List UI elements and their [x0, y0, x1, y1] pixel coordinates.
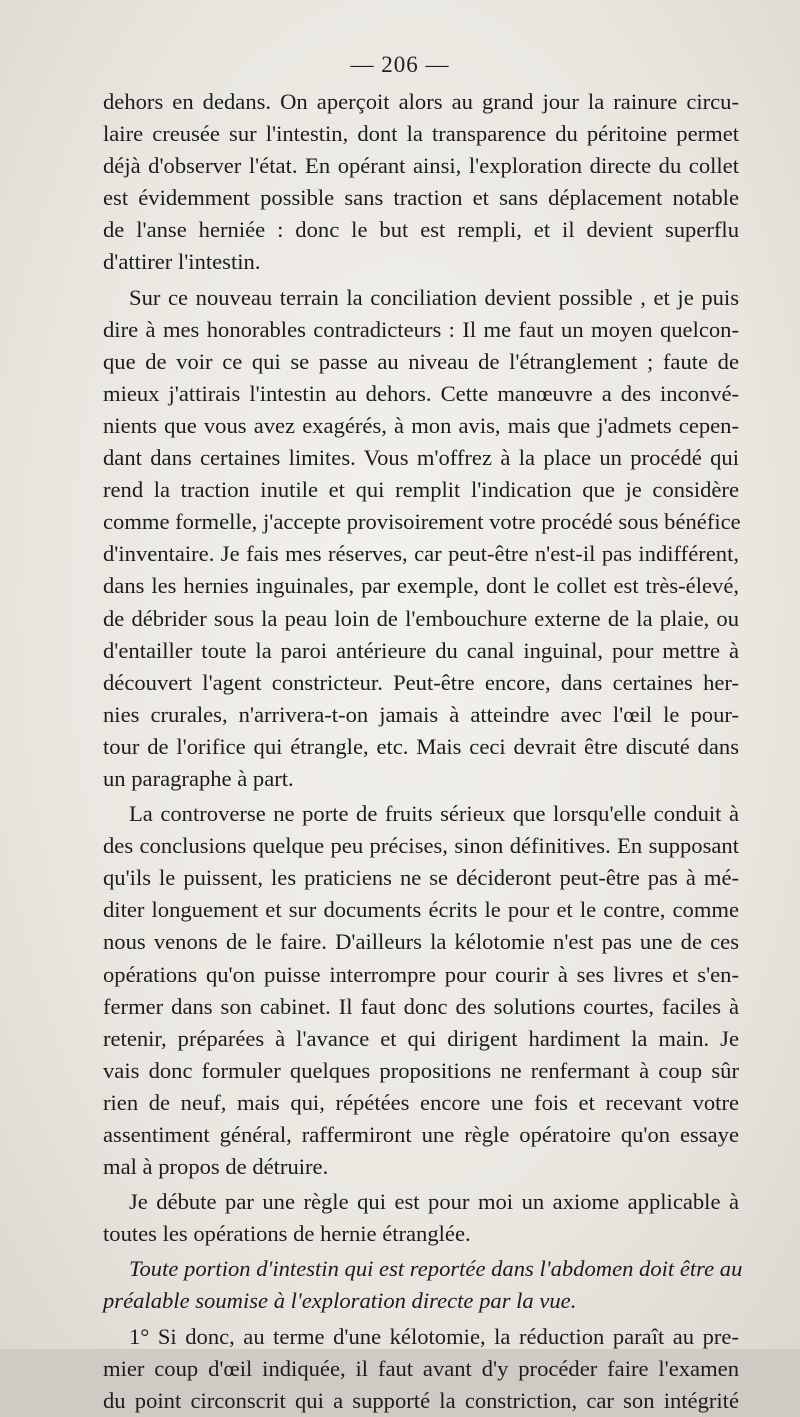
body-text [103, 86, 743, 1417]
paragraph [103, 282, 739, 796]
paragraph [103, 86, 739, 279]
text-line: comme formelle, j'accepte provisoirement votre procédé sous bénéfice [103, 509, 741, 535]
text-line: mier coup d'œil indiquée, il faut avant d'y procéder faire l'examen [103, 1355, 739, 1381]
text-line: rend la traction inutile et qui remplit l'indication que je considère [103, 477, 739, 503]
text-line: d'attirer l'intestin. [103, 249, 261, 275]
text-line: opérations qu'on puisse interrompre pour courir à ses livres et s'en- [103, 961, 739, 987]
text-line: mal à propos de détruire. [103, 1154, 329, 1180]
text-line: toutes les opérations de hernie étranglée. [103, 1221, 471, 1247]
text-line: du point circonscrit qui a supporté la constriction, car son intégrité [103, 1387, 739, 1413]
text-line: vais donc formuler quelques propositions ne renfermant à coup sûr [103, 1057, 739, 1083]
text-line: 1° Si donc, au terme d'une kélotomie, la réduction paraît au pre- [129, 1323, 739, 1349]
text-line: que de voir ce qui se passe au niveau de l'étranglement ; faute de [103, 348, 739, 374]
text-line: est évidemment possible sans traction et sans déplacement notable [103, 185, 739, 211]
axiom-paragraph [103, 1253, 743, 1317]
text-line: de débrider sous la peau loin de l'embouchure externe de la plaie, ou [103, 605, 739, 631]
text-line: des conclusions quelque peu précises, sinon définitives. En supposant [103, 833, 739, 859]
paragraph [103, 798, 739, 1183]
text-line: rien de neuf, mais qui, répétées encore une fois et recevant votre [103, 1089, 739, 1115]
text-line: laire creusée sur l'intestin, dont la transparence du péritoine permet [103, 121, 739, 147]
text-line: Je débute par une règle qui est pour moi un axiome applicable à [129, 1189, 739, 1215]
text-line: dant dans certaines limites. Vous m'offrez à la place un procédé qui [103, 445, 739, 471]
text-line: d'inventaire. Je fais mes réserves, car peut-être n'est-il pas indifférent, [103, 541, 739, 567]
text-line: nients que vous avez exagérés, à mon avis, mais que j'admets cepen- [103, 412, 739, 438]
text-line: qu'ils le puissent, les praticiens ne se décideront peut-être pas à mé- [103, 865, 739, 891]
text-line: préalable soumise à l'exploration directe par la vue. [103, 1288, 577, 1314]
paragraph [103, 1186, 739, 1250]
text-line: fermer dans son cabinet. Il faut donc des solutions courtes, faciles à [103, 993, 739, 1019]
text-line: La controverse ne porte de fruits sérieux que lorsqu'elle conduit à [129, 801, 739, 827]
paragraph [103, 1321, 739, 1417]
text-line: diter longuement et sur documents écrits le pour et le contre, comme [103, 897, 739, 923]
text-line: assentiment général, raffermiront une règle opératoire qu'on essaye [103, 1122, 739, 1147]
text-line: d'entailler toute la paroi antérieure du canal inguinal, pour mettre à [103, 637, 739, 663]
text-line: découvert l'agent constricteur. Peut-être encore, dans certaines her- [103, 669, 739, 695]
text-line: déjà d'observer l'état. En opérant ainsi, l'exploration directe du collet [103, 153, 739, 179]
text-line: un paragraphe à part. [103, 765, 294, 791]
text-line: retenir, préparées à l'avance et qui dirigent hardiment la main. Je [103, 1025, 739, 1051]
text-line: dans les hernies inguinales, par exemple, dont le collet est très-élevé, [103, 573, 739, 599]
text-line: de l'anse herniée : donc le but est rempli, et il devient superflu [103, 217, 739, 243]
text-line: nies crurales, n'arrivera-t-on jamais à atteindre avec l'œil le pour- [103, 701, 739, 727]
text-line: Toute portion d'intestin qui est reportée dans l'abdomen doit être au [129, 1256, 743, 1282]
page-number: — 206 — [350, 52, 450, 77]
text-line: mieux j'attirais l'intestin au dehors. Cette manœuvre a des inconvé- [103, 380, 739, 406]
text-line: dehors en dedans. On aperçoit alors au grand jour la rainure circu- [103, 89, 739, 114]
text-line: nous venons de le faire. D'ailleurs la kélotomie n'est pas une de ces [103, 929, 739, 955]
text-line: dire à mes honorables contradicteurs : Il me faut un moyen quelcon- [103, 316, 739, 342]
text-line: Sur ce nouveau terrain la conciliation devient possible , et je puis [129, 284, 739, 310]
text-line: tour de l'orifice qui étrangle, etc. Mais ceci devrait être discuté dans [103, 733, 739, 759]
